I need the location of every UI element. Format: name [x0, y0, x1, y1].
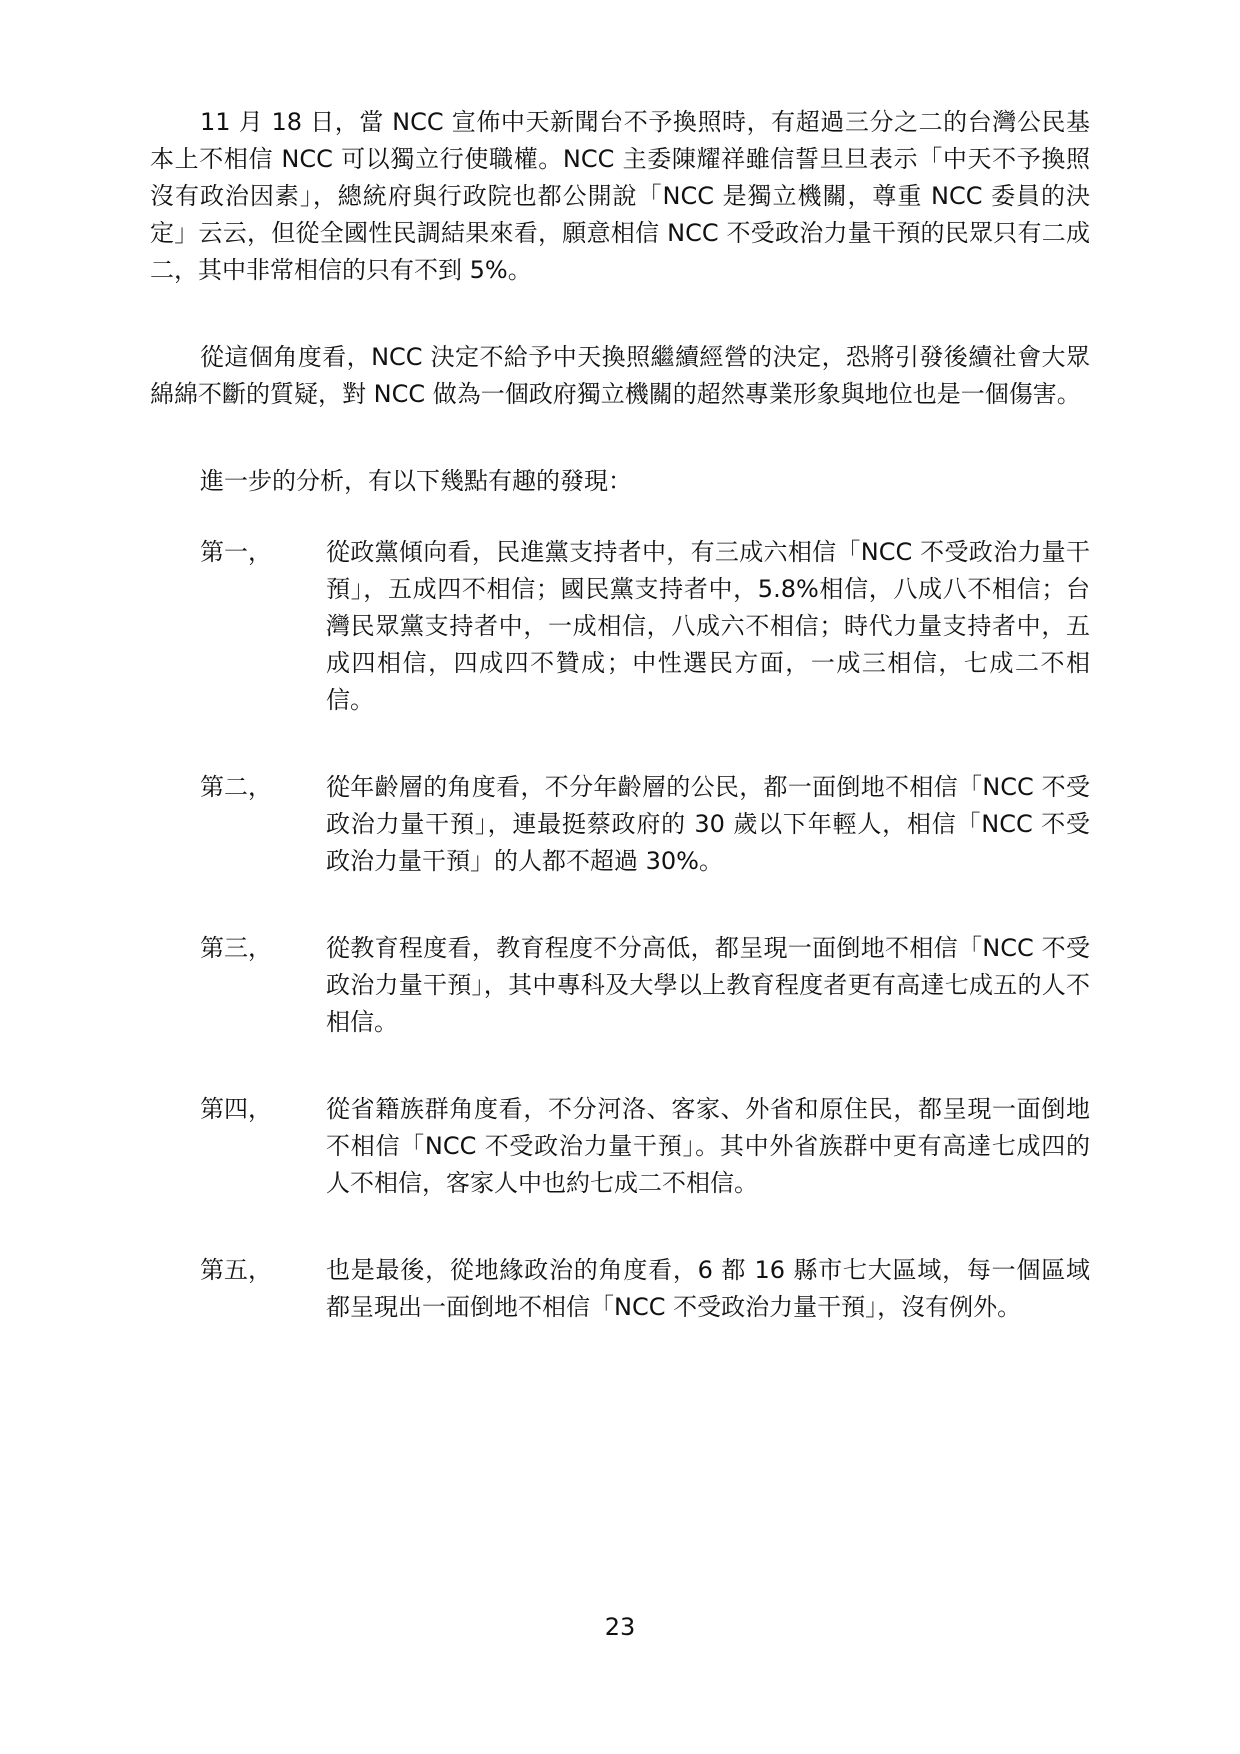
finding-label: 第三，	[200, 934, 272, 962]
finding-item-3	[200, 930, 1090, 1041]
finding-text: 從省籍族群角度看，不分河洛、客家、外省和原住民，都呈現一面倒地不相信「NCC 不受政治力量干預」。其中外省族群中更有高達七成四的人不相信，客家人中也約七成二不相信。	[326, 1095, 1090, 1197]
finding-item-5	[200, 1252, 1090, 1326]
finding-item-4	[200, 1091, 1090, 1202]
paragraph-findings-intro: 進一步的分析，有以下幾點有趣的發現：	[200, 467, 632, 495]
findings-list	[150, 534, 1090, 1326]
finding-text: 從教育程度看，教育程度不分高低，都呈現一面倒地不相信「NCC 不受政治力量干預」，其中專科及大學以上教育程度者更有高達七成五的人不相信。	[326, 934, 1090, 1036]
finding-text: 也是最後，從地緣政治的角度看，6 都 16 縣市七大區域，每一個區域都呈現出一面倒地不相信「NCC 不受政治力量干預」，沒有例外。	[326, 1256, 1090, 1321]
finding-label: 第二，	[200, 773, 272, 801]
paragraph-ncc-credibility: 從這個角度看，NCC 決定不給予中天換照繼續經營的決定，恐將引發後續社會大眾綿綿不斷的質疑，對 NCC 做為一個政府獨立機關的超然專業形象與地位也是一個傷害。	[150, 343, 1090, 408]
finding-label: 第四，	[200, 1095, 272, 1123]
page-number: 23	[604, 1613, 636, 1641]
paragraph-ncc-announcement: 11 月 18 日，當 NCC 宣佈中天新聞台不予換照時，有超過三分之二的台灣公民基本上不相信 NCC 可以獨立行使職權。NCC 主委陳耀祥雖信誓旦旦表示「中天不予換照沒有政治因素」，總統府與行政院也都公開說「NCC 是獨立機關，尊重 NCC 委員的決定」云云，但從全國性民調結果來看，願意相信 NCC 不受政治力量干預的民眾只有二成二，其中非常相信的只有不到 5%。	[150, 108, 1090, 284]
finding-item-2	[200, 769, 1090, 880]
document-page	[150, 104, 1090, 1376]
finding-label: 第一，	[200, 538, 272, 566]
finding-item-1	[200, 534, 1090, 719]
finding-text: 從年齡層的角度看，不分年齡層的公民，都一面倒地不相信「NCC 不受政治力量干預」，連最挺蔡政府的 30 歲以下年輕人，相信「NCC 不受政治力量干預」的人都不超過 30%。	[326, 773, 1090, 875]
finding-label: 第五，	[200, 1256, 272, 1284]
finding-text: 從政黨傾向看，民進黨支持者中，有三成六相信「NCC 不受政治力量干預」，五成四不相信；國民黨支持者中，5.8%相信，八成八不相信；台灣民眾黨支持者中，一成相信，八成六不相信；時代力量支持者中，五成四相信，四成四不贊成；中性選民方面，一成三相信，七成二不相信。	[326, 538, 1090, 714]
